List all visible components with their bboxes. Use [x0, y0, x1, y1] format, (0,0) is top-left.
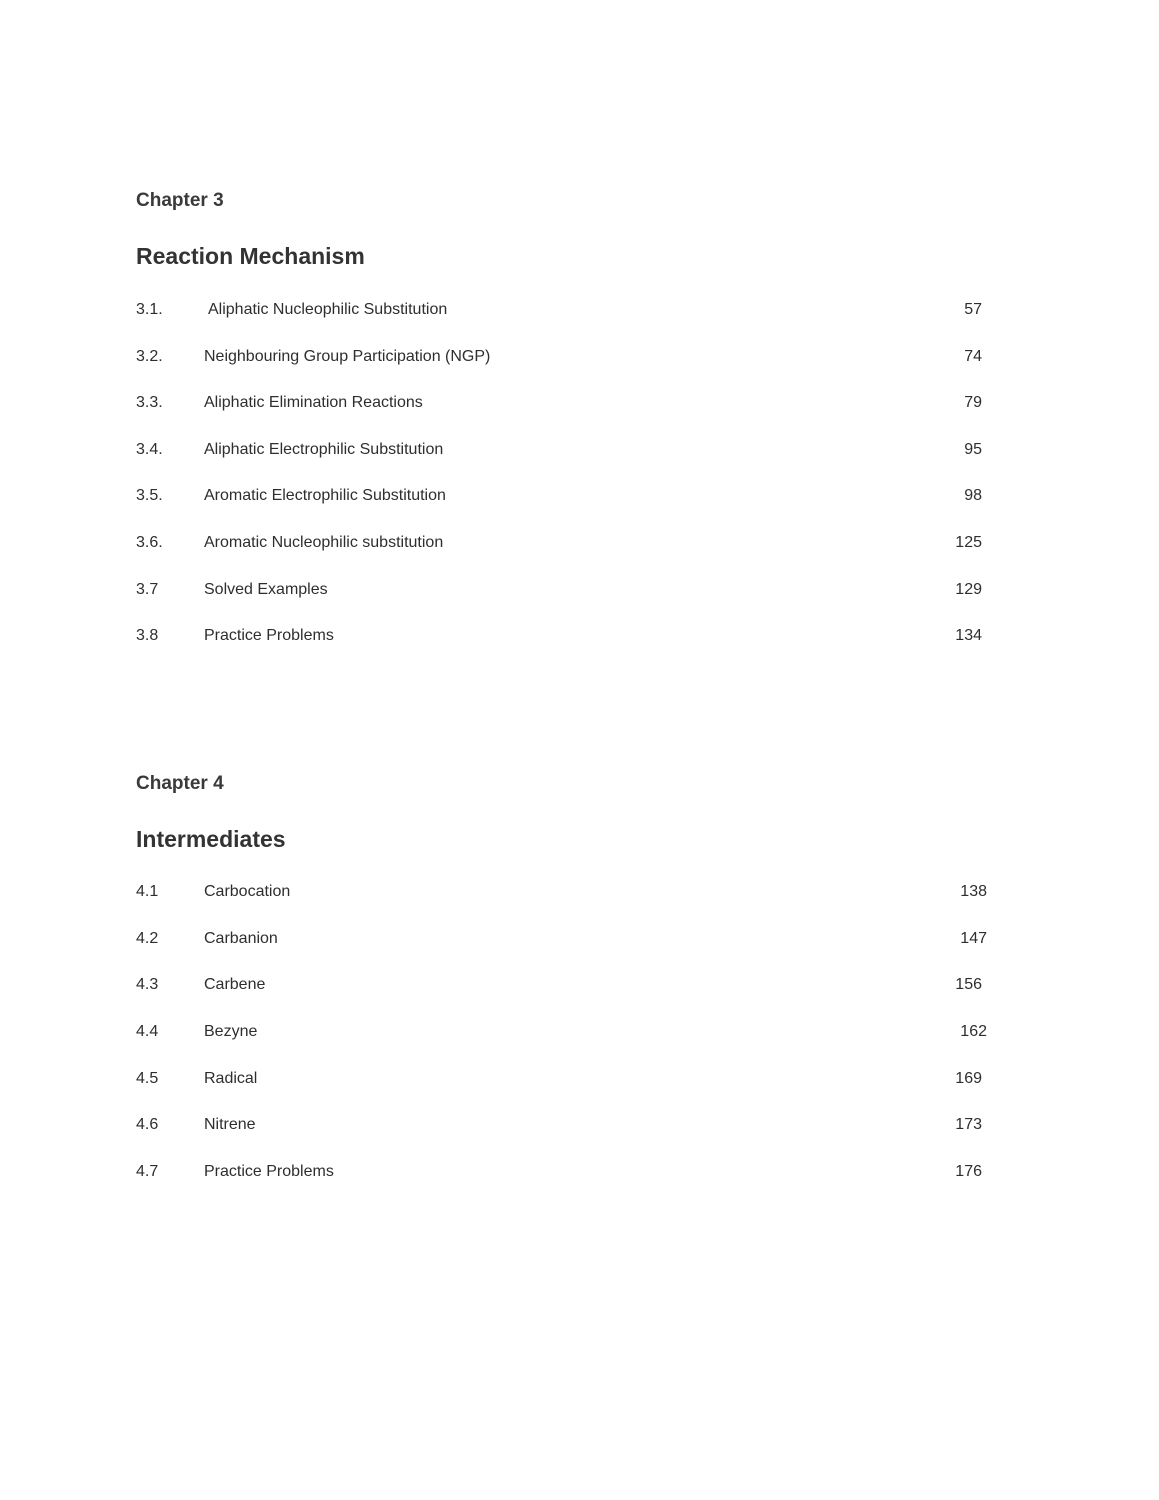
page-number: 57 [964, 301, 982, 318]
page-number: 74 [964, 348, 982, 365]
page-number: 156 [955, 976, 982, 993]
section-title: Carbocation [204, 883, 291, 900]
toc-entry[interactable] [136, 299, 1006, 321]
toc-entry[interactable] [136, 1114, 1006, 1136]
section-number: 3.1. [136, 301, 163, 318]
section-title: Aliphatic Electrophilic Substitution [204, 441, 444, 458]
section-number: 3.5. [136, 487, 163, 504]
toc-entry[interactable] [136, 1068, 1006, 1090]
section-title: Radical [204, 1070, 258, 1087]
page-number: 169 [955, 1070, 982, 1087]
page-number: 147 [960, 930, 987, 947]
toc-entry[interactable] [136, 881, 1006, 903]
page-number: 98 [964, 487, 982, 504]
toc-entry[interactable] [136, 1021, 1006, 1043]
section-number: 3.3. [136, 394, 163, 411]
section-number: 4.4 [136, 1023, 159, 1040]
section-title: Aromatic Electrophilic Substitution [204, 487, 446, 504]
page-number: 162 [960, 1023, 987, 1040]
toc-entry[interactable] [136, 974, 1006, 996]
section-title: Carbanion [204, 930, 278, 947]
section-title: Practice Problems [204, 1163, 334, 1180]
section-number: 3.8 [136, 627, 159, 644]
toc-entry[interactable] [136, 1161, 1006, 1183]
section-title: Nitrene [204, 1116, 256, 1133]
toc-entry[interactable] [136, 346, 1006, 368]
section-number: 4.1 [136, 883, 159, 900]
section-number: 3.2. [136, 348, 163, 365]
toc-entry[interactable] [136, 625, 1006, 647]
section-number: 4.3 [136, 976, 159, 993]
chapter-label: Chapter 4 [136, 773, 224, 794]
section-title: Bezyne [204, 1023, 258, 1040]
page-number: 95 [964, 441, 982, 458]
section-number: 4.7 [136, 1163, 159, 1180]
section-number: 4.5 [136, 1070, 159, 1087]
page-number: 176 [955, 1163, 982, 1180]
toc-entry[interactable] [136, 392, 1006, 414]
page-number: 129 [955, 581, 982, 598]
section-number: 3.6. [136, 534, 163, 551]
section-title: Neighbouring Group Participation (NGP) [204, 348, 491, 365]
chapter-label: Chapter 3 [136, 190, 224, 211]
toc-entry[interactable] [136, 485, 1006, 507]
page-number: 125 [955, 534, 982, 551]
page-number: 138 [960, 883, 987, 900]
toc-entry[interactable] [136, 532, 1006, 554]
section-title: Aromatic Nucleophilic substitution [204, 534, 444, 551]
toc-entry[interactable] [136, 579, 1006, 601]
section-title: Aliphatic Elimination Reactions [204, 394, 423, 411]
section-number: 3.7 [136, 581, 159, 598]
chapter-title: Intermediates [136, 826, 286, 852]
section-title: Practice Problems [204, 627, 334, 644]
page-number: 173 [955, 1116, 982, 1133]
section-title: Aliphatic Nucleophilic Substitution [208, 301, 448, 318]
section-title: Solved Examples [204, 581, 328, 598]
section-number: 4.2 [136, 930, 159, 947]
page-number: 79 [964, 394, 982, 411]
section-number: 3.4. [136, 441, 163, 458]
toc-entry[interactable] [136, 928, 1006, 950]
section-number: 4.6 [136, 1116, 159, 1133]
section-title: Carbene [204, 976, 266, 993]
page-number: 134 [955, 627, 982, 644]
chapter-title: Reaction Mechanism [136, 243, 365, 269]
toc-entry[interactable] [136, 439, 1006, 461]
